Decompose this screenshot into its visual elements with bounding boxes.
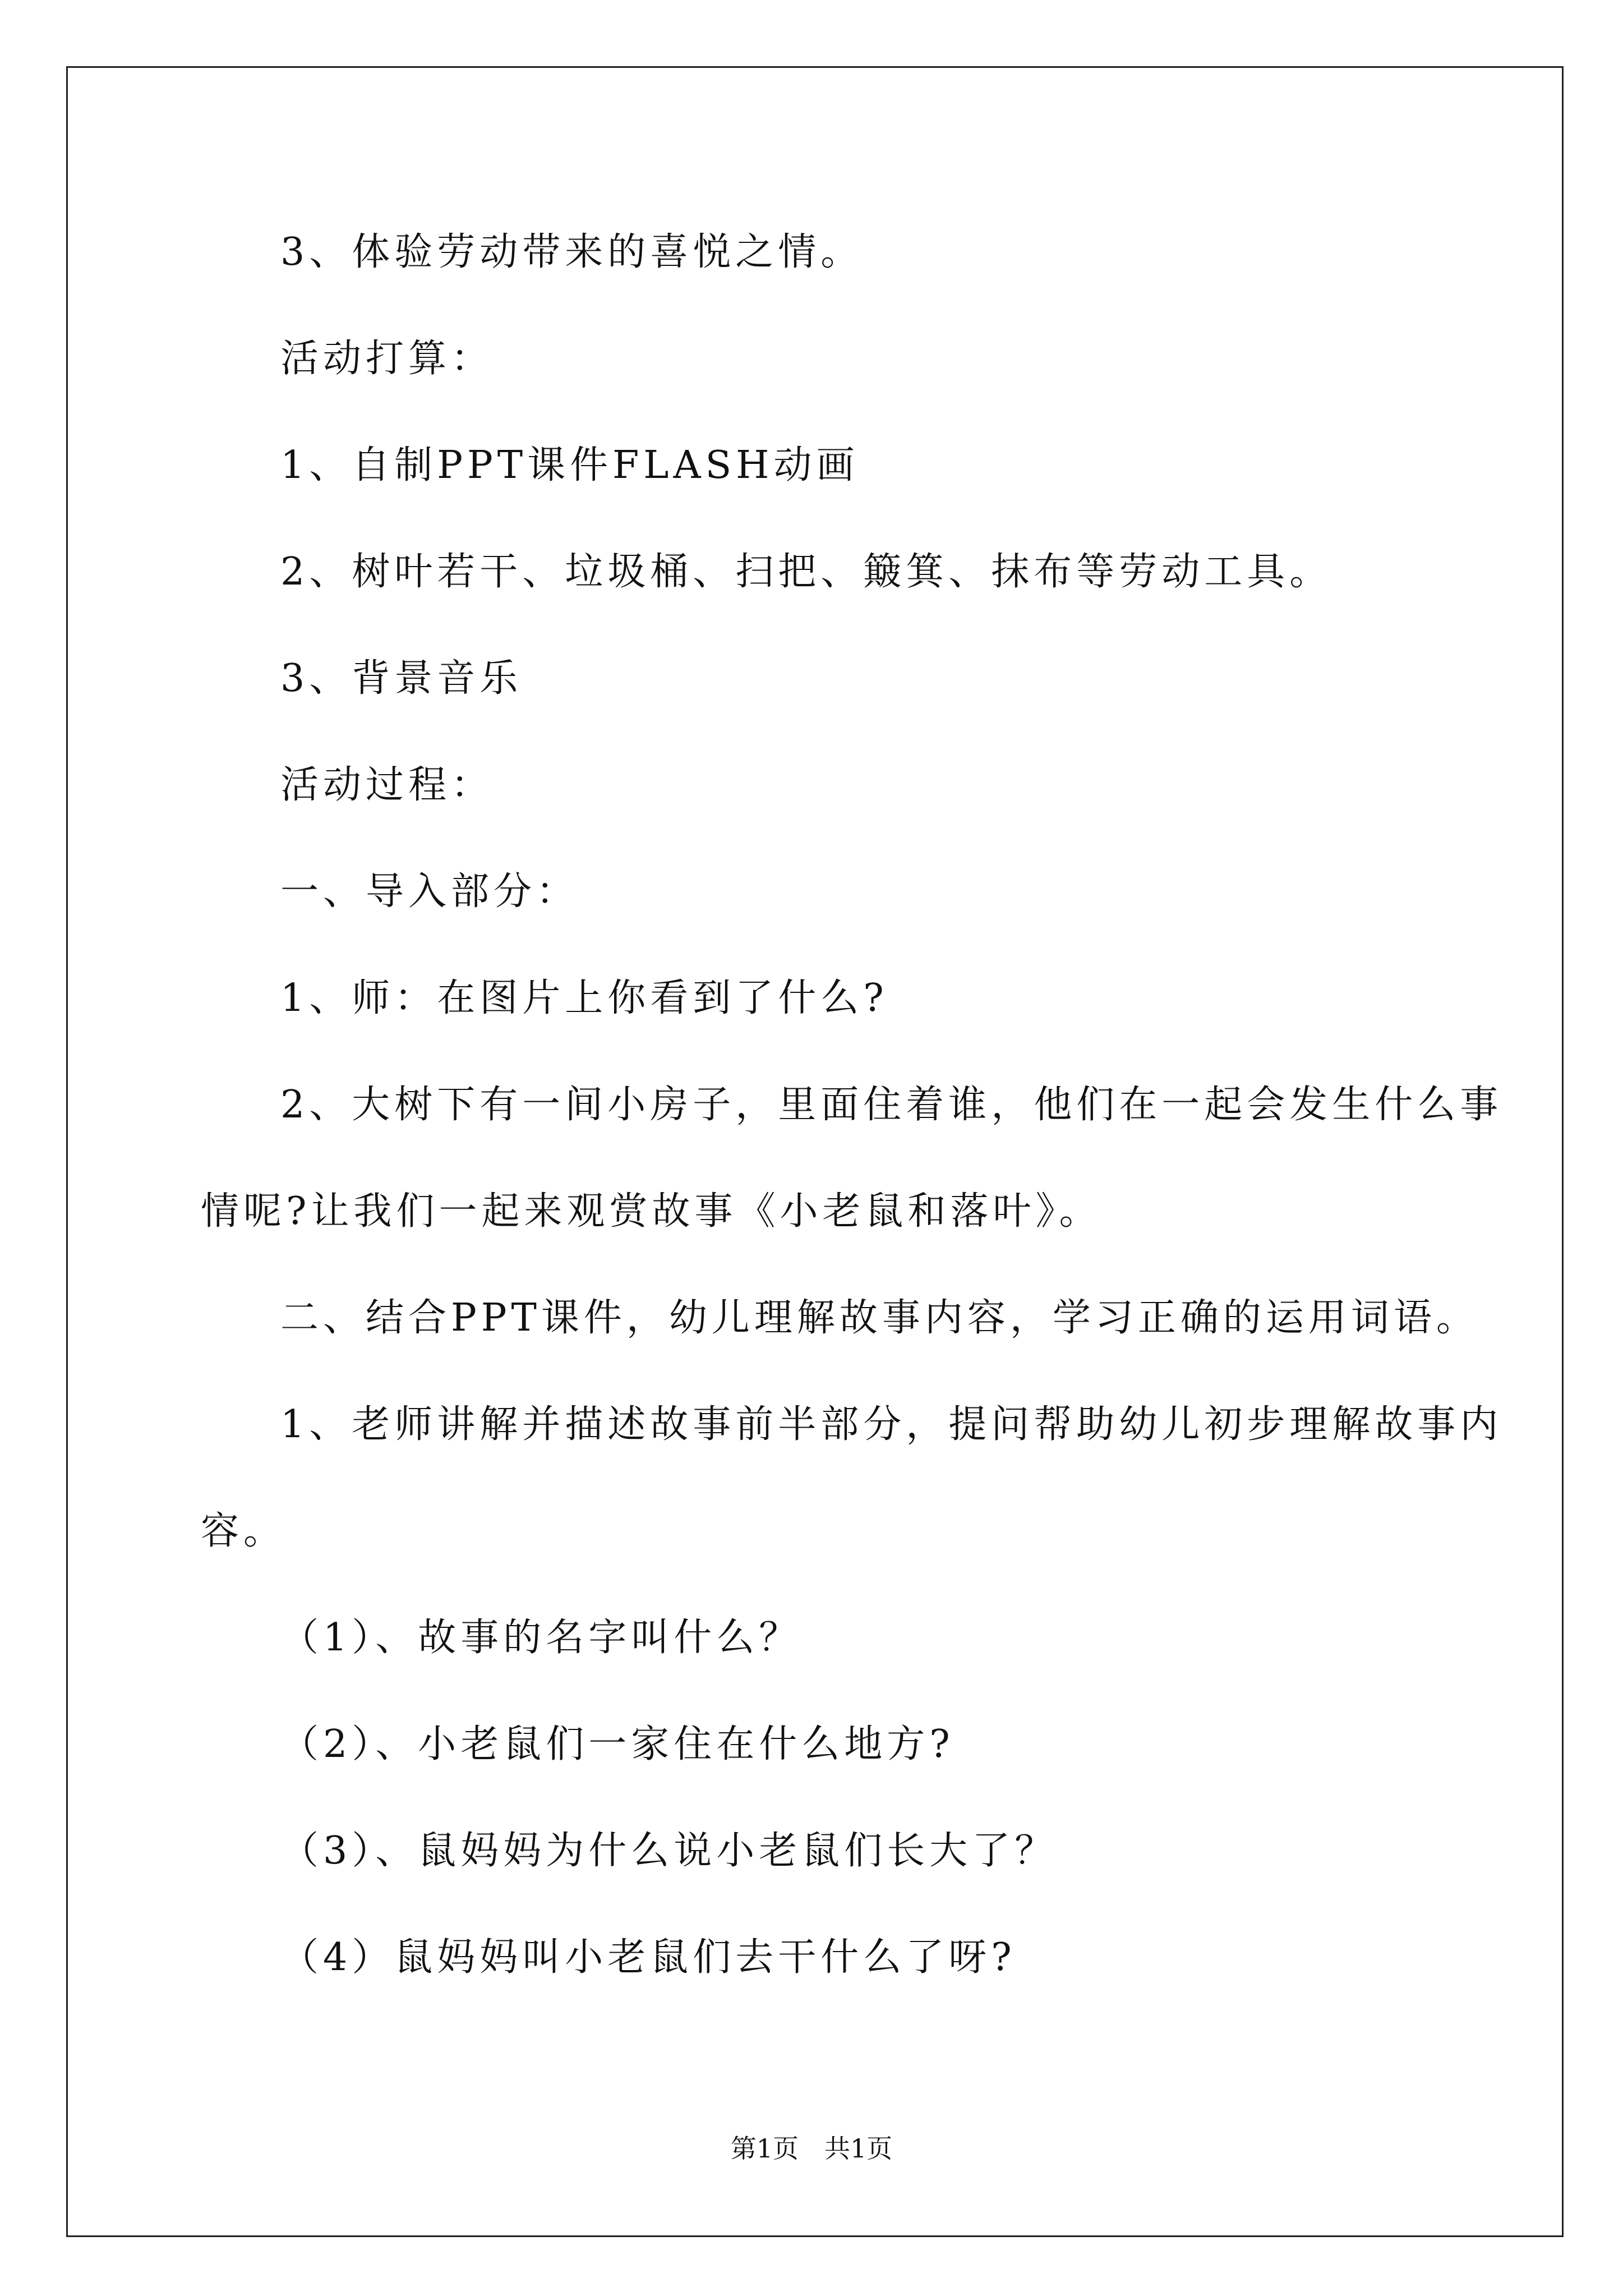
text-line-section-1-heading: 一、导入部分： xyxy=(280,869,579,914)
text-line-preparation-2: 2、树叶若干、垃圾桶、扫把、簸箕、抹布等劳动工具。 xyxy=(280,550,1332,594)
text-line-section-2-item-1: 1、老师讲解并描述故事前半部分，提问帮助幼儿初步理解故事内 xyxy=(280,1402,1503,1447)
text-line-process-heading: 活动过程： xyxy=(280,763,494,807)
text-line-section-1-item-1: 1、师：在图片上你看到了什么? xyxy=(280,976,888,1020)
text-line-goal-3: 3、体验劳动带来的喜悦之情。 xyxy=(280,230,864,274)
text-line-preparation-1: 1、自制PPT课件FLASH动画 xyxy=(280,443,859,487)
text-line-question-4: （4）鼠妈妈叫小老鼠们去干什么了呀? xyxy=(280,1935,1016,1980)
text-line-question-2: （2）、小老鼠们一家住在什么地方? xyxy=(280,1722,955,1766)
text-line-section-1-item-2-cont: 情呢?让我们一起来观赏故事《小老鼠和落叶》。 xyxy=(201,1189,1102,1234)
text-line-question-3: （3）、鼠妈妈为什么说小老鼠们长大了？ xyxy=(280,1829,1058,1873)
text-line-section-1-item-2: 2、大树下有一间小房子，里面住着谁，他们在一起会发生什么事 xyxy=(280,1083,1503,1127)
text-line-section-2-item-1-cont: 容。 xyxy=(201,1509,287,1553)
page-footer: 第1页 共1页 xyxy=(730,2133,893,2164)
text-line-question-1: （1）、故事的名字叫什么？ xyxy=(280,1616,802,1660)
text-line-preparation-3: 3、背景音乐 xyxy=(280,656,523,701)
text-line-section-2-heading: 二、结合PPT课件，幼儿理解故事内容，学习正确的运用词语。 xyxy=(280,1296,1479,1340)
page-border xyxy=(66,66,1564,2237)
text-line-preparation-heading: 活动打算： xyxy=(280,337,494,381)
